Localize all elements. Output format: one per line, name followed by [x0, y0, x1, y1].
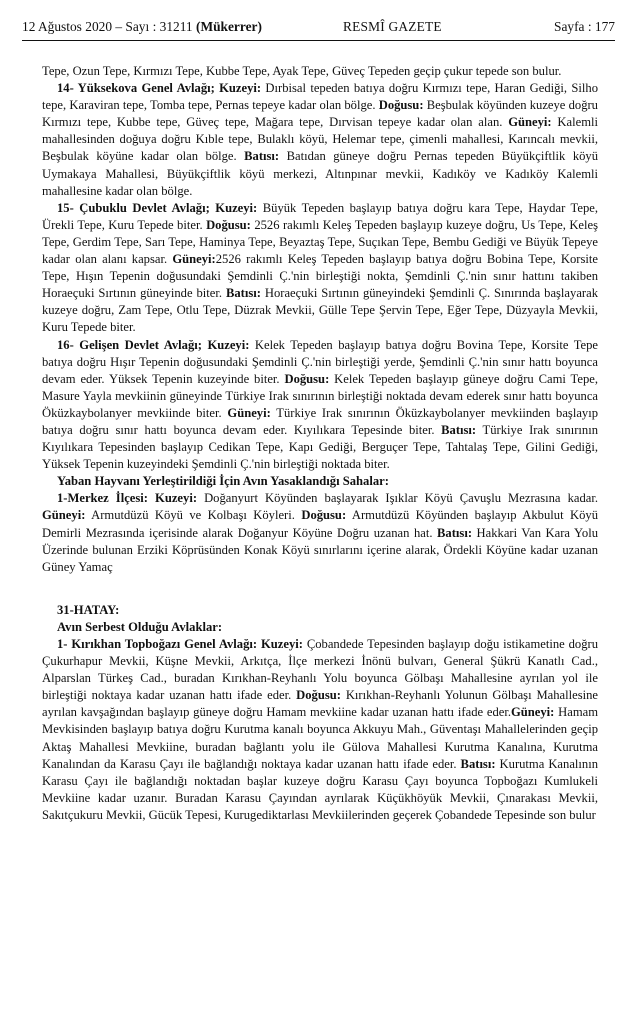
page-header: [22, 18, 615, 36]
text-run: Kelek Tepeden başlayıp batıya doğru Bovina Tepe, Korsite Tepe batıya doğru Hışır Tepenin doğusundaki Şemdinli Ç.'nin birleştiği yerde, Şemdinli Ç.'nin sınır hattı boyunca devam eder. Yüksek Tepenin kuzeyinde biter.: [42, 337, 599, 386]
header-page-number: Sayfa : 177: [554, 19, 615, 34]
bold-label: Güneyi:: [42, 508, 86, 523]
paragraph-merkez: [42, 490, 598, 575]
text-run: 2526 rakımlı Keleş Tepeden başlayıp kuzeye doğru, Us Tepe, Keleş Tepe, Gerdim Tepe, Sarı Tepe, Haminya Tepe, Beyaztaş Tepe, Suçıkan Tepe, Bembu Gediği ve Büyük Tepeye kadar olan alanı kapsar.: [42, 217, 598, 267]
text-run: Türkiye Irak sınırının Kıyılıkara Tepesinden başlayıp Cedikan Tepe, Kapı Gediği, Berguçer Tepe, Tahtalaş Tepe, Gilini Gediği, Yüksek Tepenin kuzeyindeki Şemdinli Ç.'nin birleştiği noktada biter.: [42, 422, 599, 472]
bold-label: Batısı:: [460, 756, 496, 771]
text-run: Büyük Tepeden başlayıp batıya doğru kara Tepe, Haydar Tepe, Ürekli Tepe, Kuru Tepede biter.: [42, 200, 598, 232]
paragraph-continuation: Tepe, Ozun Tepe, Kırmızı Tepe, Kubbe Tepe, Ayak Tepe, Güveç Tepeden geçip çukur tepede son bulur.: [42, 64, 562, 78]
bold-label: 14- Yüksekova Genel Avlağı; Kuzeyi:: [57, 81, 262, 96]
text-run: Hamam Mevkisinden başlayıp batıya doğru Kurutma kanalı boyunca Akkuyu Mah., Güventaşı Mahallelerinden geçip Aktaş Mahallesi Mevkiine, buradan bağlantı yolu ile Gülova Mahallesi Kurutma Kanalına, Kurutma Kanalından da Karasu Çayı ile bağlandığı noktaya kadar uzanan hattı ifade eder.: [42, 705, 598, 771]
header-date-text: 12 Ağustos 2020 – Sayı : 31211: [22, 19, 193, 34]
paragraph-cubuklu: [42, 200, 598, 337]
section-heading-yaban: Yaban Hayvanı Yerleştirildiği İçin Avın Yasaklandığı Sahalar:: [57, 474, 389, 489]
text-run: Dırbisal tepeden batıya doğru Kırmızı tepe, Haran Gediği, Silho tepe, Karaviran tepe, Tomba tepe, Pernas tepeye kadar olan bölge.: [42, 81, 598, 113]
bold-label: Batısı:: [225, 286, 261, 301]
bold-label: Batısı:: [441, 422, 477, 437]
header-mukerrer: (Mükerrer): [195, 19, 262, 34]
bold-label: Doğusu:: [206, 217, 251, 232]
text-run: Kırıkhan-Reyhanlı Yolunun Gölbaşı Mahallesine ayrılan kavşağından başlayıp güneye doğru Hamam mevkiine kadar uzanan hattı ifade eder.: [42, 688, 598, 720]
text-run: Beşbulak köyünden kuzeye doğru Kırmızı tepe, Kubbe tepe, Güveç tepe, Mağara tepe, Dırvisan tepeye kadar olan alan.: [42, 98, 598, 130]
text-run: Horaeçuki Sırtının güneyindeki Şemdinli Ç. Sınırında başlayarak kuzeye doğru, Zam Tepe, Otlu Tepe, Düzrak Mevkii, Gülle Tepe Şervin Tepe, Eğer Tepe, Düzyayla Mevkii, Kuru Tepede biter.: [42, 286, 598, 335]
bold-label: Güneyi:: [510, 705, 555, 720]
bold-label: Doğusu:: [284, 371, 330, 386]
bold-label: Doğusu:: [296, 688, 341, 703]
section-heading-serbest: Avın Serbest Olduğu Avlaklar:: [57, 619, 223, 634]
text-run: Hakkari Van Kara Yolu Üzerinde bulunan Erziki Köprüsünden Konak Köyü sınırlarını içerine alarak, Ördekli Köyüne kadar uzanan Güney Yamaç: [42, 525, 598, 574]
section-heading-hatay: 31-HATAY:: [57, 602, 120, 617]
bold-label: Doğusu:: [301, 508, 347, 523]
header-gazette-name: RESMÎ GAZETE: [343, 19, 442, 34]
text-run: Kelek Tepeden başlayıp güneye doğru Cami Tepe, Masure Yayla mevkiinin güneyinde Türkiye Irak sınırının birleştiği noktada devam ederek sınır hattı boyunca Öküzkaybolanyer mevkiinde biter.: [42, 371, 598, 420]
bold-label: Güneyi:: [227, 405, 271, 420]
text-run: Kurutma Kanalının Karasu Çayı ile bağlandığı noktadan başlar kuzeye doğru Karasu Çayı boyunca Topboğazı Kumlukeli Mevkiine kadar uzanır. Buradan Karasu Çayından ayrılarak Küçükhöyük Mevkii, Çınarakası Mevkii, Sakıtçukuru Mevkii, Gücük Tepesi, Kurugediktarlası Mevkiilerinden geçerek Çobandede Tepesinde son bulur: [42, 756, 598, 822]
bold-label: Doğusu:: [378, 98, 424, 113]
bold-label: 1-Merkez İlçesi: Kuzeyi:: [57, 491, 198, 506]
text-run: Kalemli mahallesinden doğuya doğru Kıble tepe, Bulaklı köyü, Helemar tepe, çimenli mahallesi, Karıncalı mevkii, Beşbulak köyüne kadar olan bölge.: [42, 115, 598, 164]
header-rule: [22, 40, 615, 41]
text-run: 2526 rakımlı Keleş Tepeden başlayıp batıya doğru Bobina Tepe, Korsite Tepe, Hışın Tepenin doğusundaki Şemdinli Ç.'nin birleştiği nokta, Şemdinli Ç.'nin sınır hattını takiben Horaeçuki Sırtının güneyinde biter.: [42, 252, 598, 301]
text-run: Batıdan güneye doğru Pernas tepeden Büyükçiftlik köyü Uymakaya Mahallesi, Büyükçiftlik köyü merkezi, Altınpınar mevkii, Kadıköy ve Kadıköy Kalemli mahallesine kadar olan bölge.: [42, 149, 599, 198]
text-run: Armutdüzü Köyü ve Kolbaşı Köyleri.: [85, 508, 302, 523]
paragraph-gelisen: [42, 337, 598, 474]
text-run: Türkiye Irak sınırının Öküzkaybolanyer mevkiinden başlayıp batıya doğru sınır hattı boyunca devam eder. Kıyılıkara Tepesinde biter.: [42, 405, 598, 437]
text-run: Doğanyurt Köyünden başlayarak Işıklar Köyü Çavuşlu Mezrasına kadar.: [197, 491, 598, 506]
paragraph-kirikhan: [42, 636, 598, 824]
bold-label: Batısı:: [244, 149, 280, 164]
paragraph-yuksekova: [42, 80, 598, 200]
bold-label: Batısı:: [437, 525, 473, 540]
text-run: Armutdüzü Köyünden başlayıp Akbulut Köyü Demirli Mezrasında içerisinde alarak Doğanyur Köyüne Doğru uzanan hat.: [42, 508, 598, 540]
text-run: Çobandede Tepesinden başlayıp doğu istikametine doğru Çukurhapur Mevkii, Küşne Mevkii, Arkıtça, İlçe merkezi İnönü bulvarı, General Şükrü Kanatlı Cad., Alparslan Türkeş Cad., buradan Kırıkhan-Reyhanlı Yolu boyunca Gölbaşı Mahallesine ayrılan yol ile birleştiği noktaya kadar uzanan hattı ifade eder.: [42, 637, 598, 703]
bold-label: 15- Çubuklu Devlet Avlağı; Kuzeyi:: [57, 200, 258, 215]
bold-label: 1- Kırıkhan Topboğazı Genel Avlağı: Kuzeyi:: [57, 637, 303, 651]
header-date-issue: [22, 18, 262, 36]
section-gap: [42, 576, 598, 602]
bold-label: Güneyi:: [508, 115, 552, 130]
bold-label: Güneyi:: [172, 252, 216, 267]
bold-label: 16- Gelişen Devlet Avlağı; Kuzeyi:: [57, 337, 250, 352]
page-content: [42, 63, 598, 824]
